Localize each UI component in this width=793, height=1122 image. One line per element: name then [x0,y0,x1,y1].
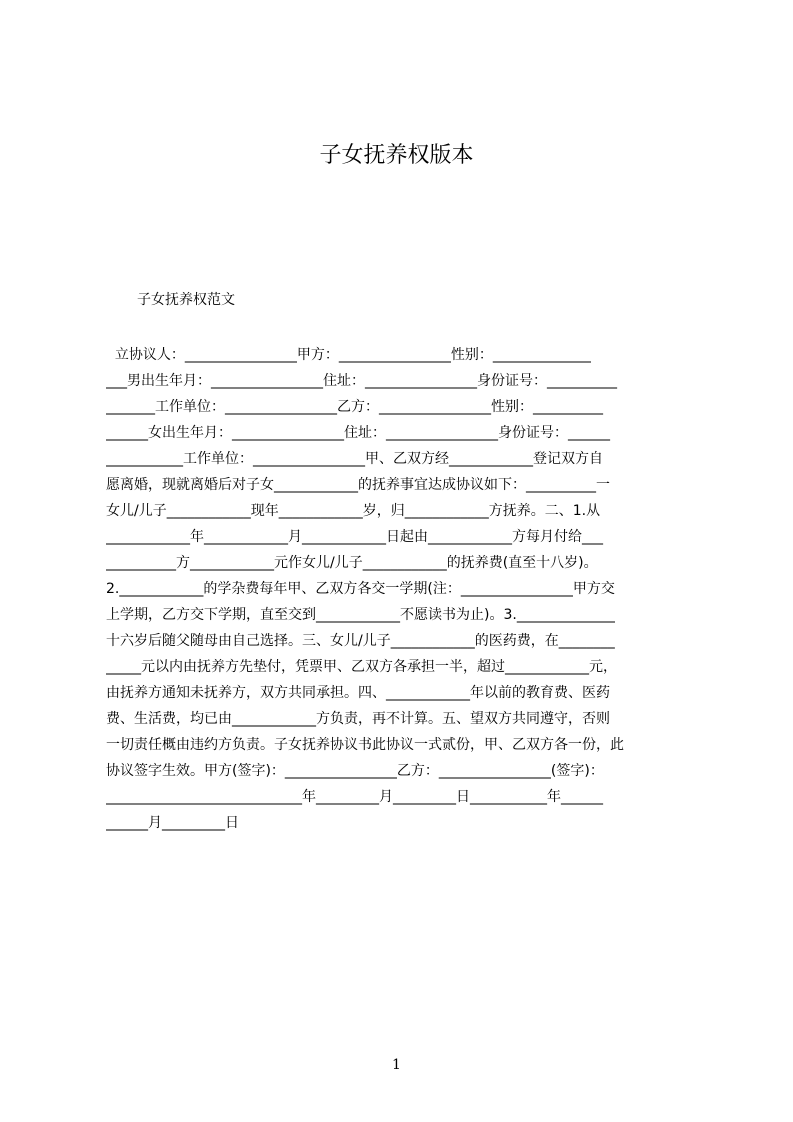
body-line: 十六岁后随父随母由自己选择。三、女儿/儿子____________的医药费，在________ [106,633,615,649]
body-line: ____________________________年_________月_________日___________年______ [106,789,603,805]
body-line: 愿离婚，现就离婚后对子女____________的抚养事宜达成协议如下：__________一 [106,477,610,493]
body-line: _____元以内由抚养方先垫付，凭票甲、乙双方各承担一半，超过____________元， [106,659,617,675]
body-line: ______月_________日 [106,815,239,831]
page-number: 1 [392,1057,401,1073]
body-line: ____________年____________月____________日起由____________方每月付给___ [106,529,603,545]
body-line: 协议签字生效。甲方(签字)：________________乙方：________________(签字)： [106,763,604,779]
body-line: 由抚养方通知未抚养方，双方共同承担。四、____________年以前的教育费、医药 [106,685,610,701]
body-line: ___________工作单位：________________甲、乙双方经____________登记双方自 [106,451,603,467]
body-line: __________方____________元作女儿/儿子____________的抚养费(直至十八岁)。 [106,555,598,571]
document-subheading: 子女抚养权范文 [137,292,235,308]
body-line: ___男出生年月：________________住址：________________身份证号：__________ [106,373,617,389]
body-line: 2.____________的学杂费每年甲、乙双方各交一学期(注：________________甲方交 [106,581,615,597]
body-line: 费、生活费，均已由____________方负责，再不计算。五、望双方共同遵守，否则 [106,711,610,727]
body-line: 一切责任概由违约方负责。子女抚养协议书此协议一式贰份，甲、乙双方各一份，此 [106,737,624,753]
body-line: _______工作单位：________________乙方：________________性别：__________ [106,399,603,415]
body-line: ______女出生年月：________________住址：________________身份证号：______ [106,425,610,441]
document-title: 子女抚养权版本 [319,143,474,168]
agreement-body [106,342,698,836]
body-line: 立协议人：________________甲方：________________性别：______________ [106,347,591,363]
body-line: 上学期，乙方交下学期，直至交到____________不愿读书为止)。3.______________ [106,607,615,623]
body-line: 女儿/儿子____________现年____________岁，归____________方抚养。二、1.从 [106,503,601,519]
